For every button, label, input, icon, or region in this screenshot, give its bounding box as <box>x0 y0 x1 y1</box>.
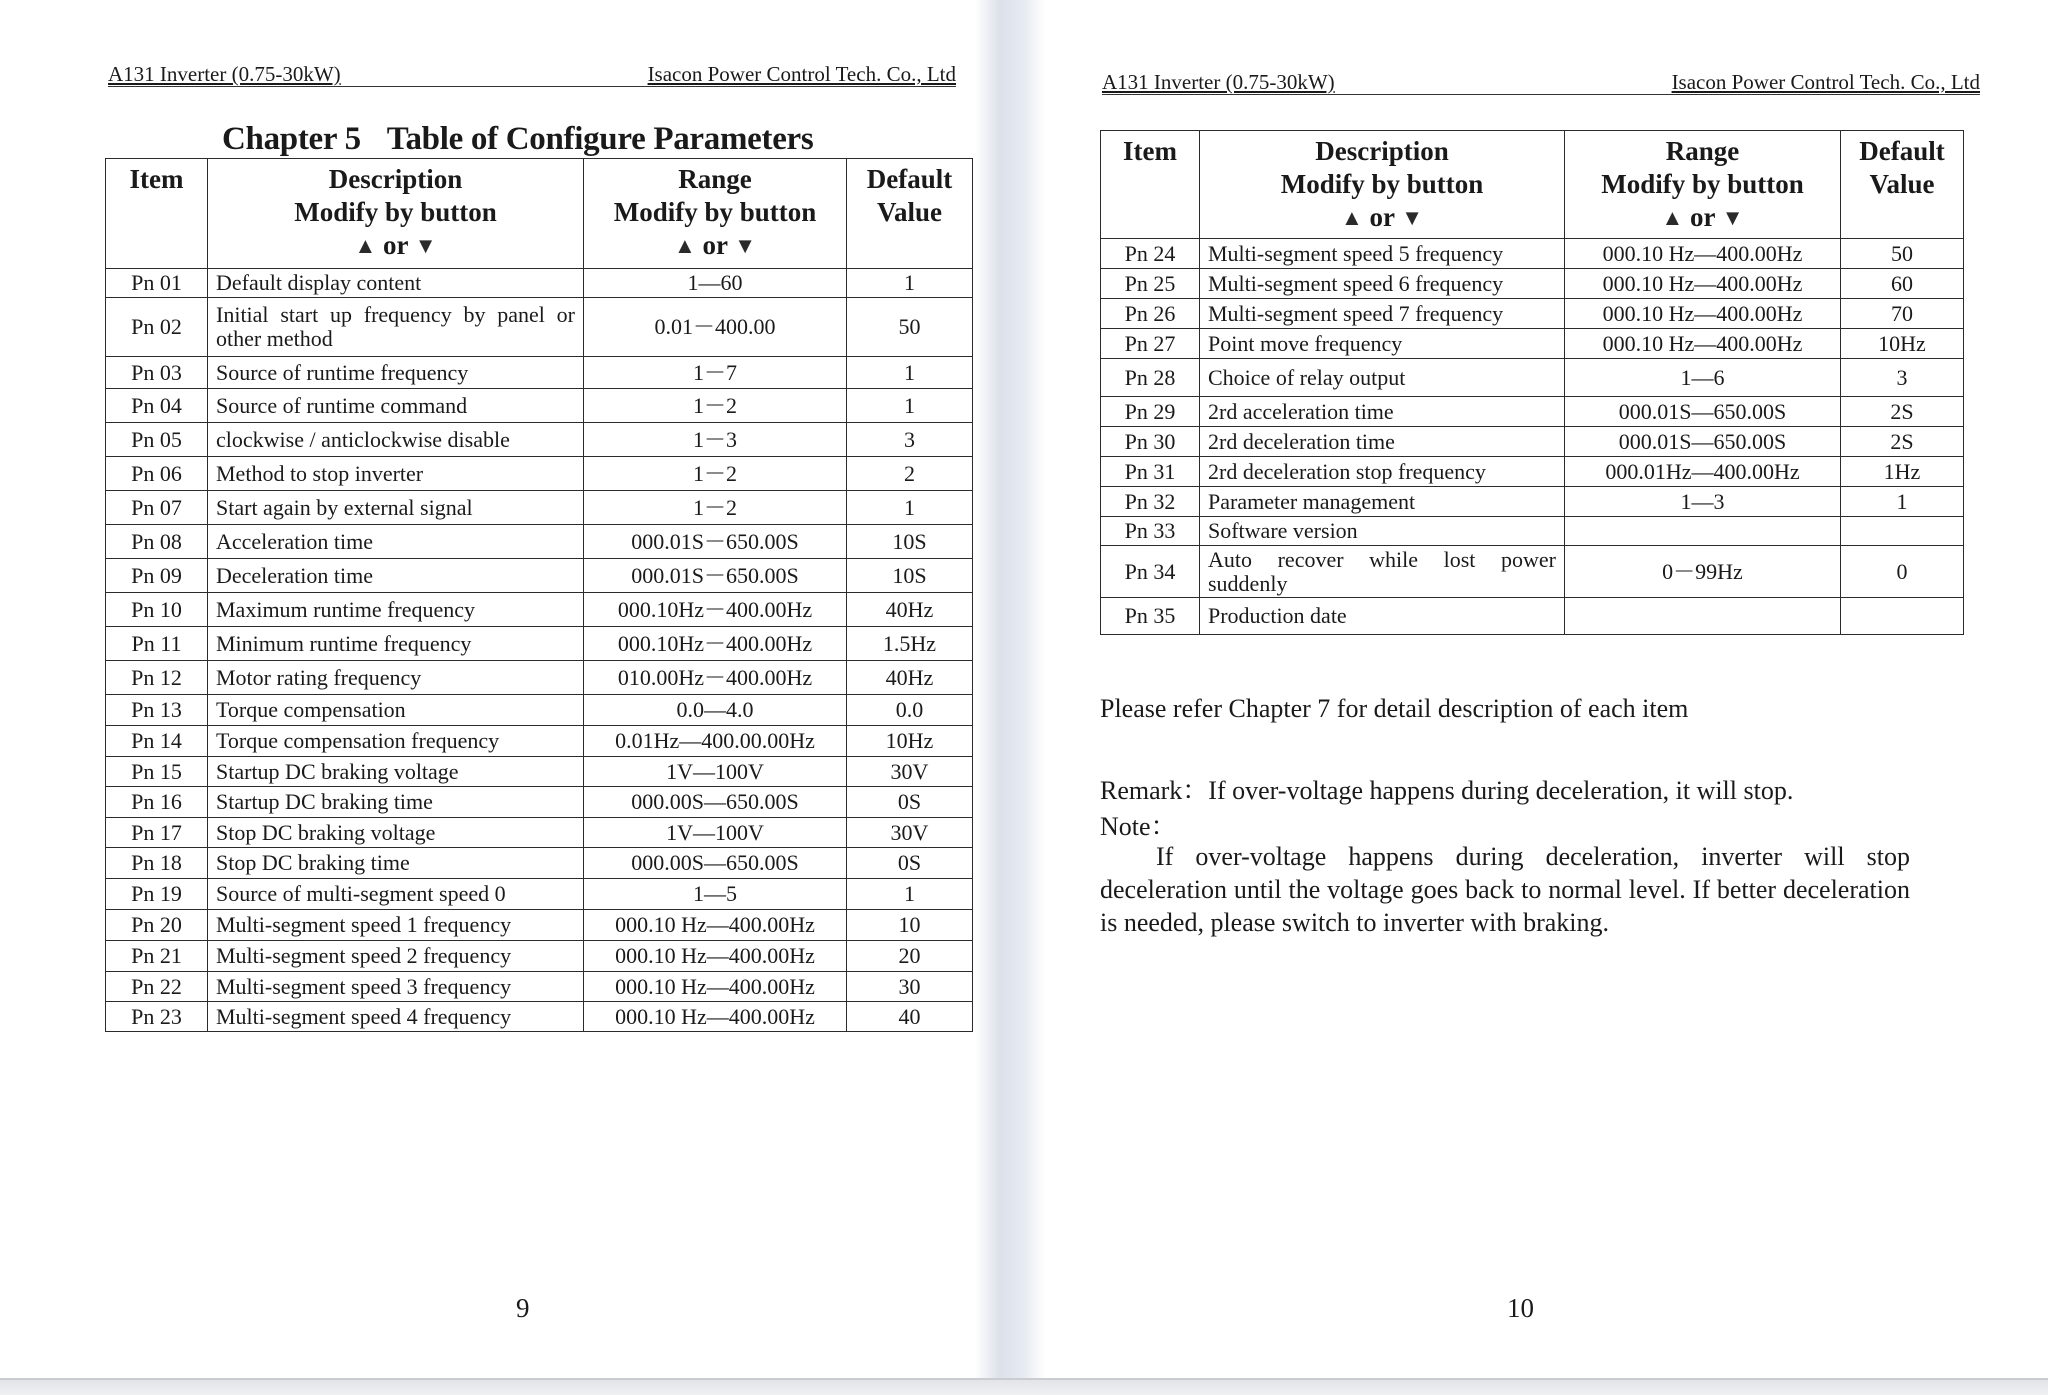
table-row <box>106 269 973 298</box>
table-row <box>1101 269 1964 299</box>
param-range: 0.01－400.00 <box>584 298 847 357</box>
param-description: Deceleration time <box>208 559 584 593</box>
scan-bottom-edge <box>0 1380 2048 1395</box>
param-default <box>1841 598 1964 635</box>
header-default: Default Value <box>847 159 973 269</box>
param-range: 1－3 <box>584 423 847 457</box>
param-id: Pn 04 <box>106 389 208 423</box>
table-row <box>106 879 973 910</box>
header-product: A131 Inverter (0.75-30kW) <box>1102 70 1335 94</box>
param-id: Pn 01 <box>106 269 208 298</box>
note-body: If over-voltage happens during deceleration, inverter will stop deceleration until the voltage goes back to normal level. If better deceleration is needed, please switch to inverter with braking. <box>1100 842 1910 937</box>
param-range: 000.10 Hz—400.00Hz <box>584 1002 847 1032</box>
param-description: Stop DC braking voltage <box>208 818 584 848</box>
table-row <box>106 726 973 757</box>
down-triangle-icon: ▼ <box>414 233 437 258</box>
table-row <box>106 757 973 787</box>
note-label: Note： <box>1100 812 1177 841</box>
down-triangle-icon: ▼ <box>1721 205 1744 230</box>
table-row <box>1101 397 1964 427</box>
table-row <box>106 627 973 661</box>
param-description: Production date <box>1200 598 1565 635</box>
param-range: 0－99Hz <box>1565 546 1841 598</box>
param-description: Initial start up frequency by panel or other method <box>208 298 584 357</box>
param-id: Pn 14 <box>106 726 208 757</box>
table-row <box>106 491 973 525</box>
param-range: 1—6 <box>1565 359 1841 397</box>
table-row <box>1101 299 1964 329</box>
param-description: Point move frequency <box>1200 329 1565 359</box>
table-row <box>106 972 973 1002</box>
param-range: 000.10 Hz—400.00Hz <box>1565 239 1841 269</box>
param-default: 1 <box>847 357 973 389</box>
param-id: Pn 20 <box>106 910 208 941</box>
up-triangle-icon: ▲ <box>1340 205 1363 230</box>
param-range: 1—5 <box>584 879 847 910</box>
param-id: Pn 32 <box>1101 487 1200 517</box>
param-id: Pn 03 <box>106 357 208 389</box>
down-triangle-icon: ▼ <box>734 233 757 258</box>
param-range: 000.10 Hz—400.00Hz <box>1565 329 1841 359</box>
param-description: Startup DC braking voltage <box>208 757 584 787</box>
param-description: Motor rating frequency <box>208 661 584 695</box>
param-default: 2S <box>1841 397 1964 427</box>
param-default: 40Hz <box>847 661 973 695</box>
param-default: 1.5Hz <box>847 627 973 661</box>
param-range: 000.10Hz－400.00Hz <box>584 627 847 661</box>
param-id: Pn 19 <box>106 879 208 910</box>
param-id: Pn 28 <box>1101 359 1200 397</box>
header-item: Item <box>106 159 208 269</box>
param-id: Pn 13 <box>106 695 208 726</box>
param-range: 1－2 <box>584 389 847 423</box>
param-id: Pn 15 <box>106 757 208 787</box>
table-row <box>106 1002 973 1032</box>
param-description: Multi-segment speed 5 frequency <box>1200 239 1565 269</box>
param-id: Pn 29 <box>1101 397 1200 427</box>
param-id: Pn 10 <box>106 593 208 627</box>
table-row <box>106 457 973 491</box>
table-row <box>1101 517 1964 546</box>
param-default: 10S <box>847 525 973 559</box>
header-item: Item <box>1101 131 1200 239</box>
param-id: Pn 17 <box>106 818 208 848</box>
up-triangle-icon: ▲ <box>673 233 696 258</box>
reference-note: Please refer Chapter 7 for detail description of each item <box>1100 694 1689 723</box>
param-default: 1 <box>847 389 973 423</box>
param-description: Multi-segment speed 6 frequency <box>1200 269 1565 299</box>
table-row <box>106 910 973 941</box>
param-range: 010.00Hz－400.00Hz <box>584 661 847 695</box>
param-description: Multi-segment speed 4 frequency <box>208 1002 584 1032</box>
table-row <box>106 787 973 818</box>
header-company: Isacon Power Control Tech. Co., Ltd <box>647 62 956 86</box>
chapter-title <box>222 121 813 158</box>
table-row <box>1101 546 1964 598</box>
param-default: 50 <box>1841 239 1964 269</box>
down-triangle-icon: ▼ <box>1401 205 1424 230</box>
param-id: Pn 30 <box>1101 427 1200 457</box>
page-10 <box>1035 0 2048 1378</box>
param-range: 000.01S—650.00S <box>1565 427 1841 457</box>
table-header-row <box>106 159 973 269</box>
table-row <box>106 525 973 559</box>
header-description: Description Modify by button ▲ or ▼ <box>208 159 584 269</box>
param-description: Auto recover while lost power suddenly <box>1200 546 1565 598</box>
param-default: 70 <box>1841 299 1964 329</box>
param-description: clockwise / anticlockwise disable <box>208 423 584 457</box>
param-description: Choice of relay output <box>1200 359 1565 397</box>
up-triangle-icon: ▲ <box>354 233 377 258</box>
param-default: 30V <box>847 757 973 787</box>
param-description: Source of multi-segment speed 0 <box>208 879 584 910</box>
param-default: 0.0 <box>847 695 973 726</box>
param-range: 000.10 Hz—400.00Hz <box>1565 299 1841 329</box>
param-description: Multi-segment speed 1 frequency <box>208 910 584 941</box>
param-default: 2S <box>1841 427 1964 457</box>
param-id: Pn 07 <box>106 491 208 525</box>
param-id: Pn 12 <box>106 661 208 695</box>
table-row <box>1101 598 1964 635</box>
param-description: 2rd deceleration time <box>1200 427 1565 457</box>
param-id: Pn 06 <box>106 457 208 491</box>
param-range: 000.10 Hz—400.00Hz <box>584 972 847 1002</box>
running-header <box>108 62 956 87</box>
param-range: 1V—100V <box>584 757 847 787</box>
param-description: Maximum runtime frequency <box>208 593 584 627</box>
header-product: A131 Inverter (0.75-30kW) <box>108 62 341 86</box>
param-range: 1—3 <box>1565 487 1841 517</box>
param-id: Pn 25 <box>1101 269 1200 299</box>
param-range <box>1565 517 1841 546</box>
param-default: 10Hz <box>847 726 973 757</box>
param-description: 2rd deceleration stop frequency <box>1200 457 1565 487</box>
param-description: Startup DC braking time <box>208 787 584 818</box>
param-id: Pn 05 <box>106 423 208 457</box>
param-range: 1－2 <box>584 491 847 525</box>
param-default: 40 <box>847 1002 973 1032</box>
param-range: 1—60 <box>584 269 847 298</box>
remark-text: Remark：If over-voltage happens during deceleration, it will stop. <box>1100 776 1794 805</box>
param-default: 0S <box>847 848 973 879</box>
param-id: Pn 21 <box>106 941 208 972</box>
table-row <box>1101 487 1964 517</box>
param-description: Acceleration time <box>208 525 584 559</box>
param-default: 1 <box>847 491 973 525</box>
table-row <box>1101 239 1964 269</box>
param-range: 000.01Hz—400.00Hz <box>1565 457 1841 487</box>
table-row <box>106 848 973 879</box>
param-description: Start again by external signal <box>208 491 584 525</box>
param-default: 10S <box>847 559 973 593</box>
table-header-row <box>1101 131 1964 239</box>
param-description: Stop DC braking time <box>208 848 584 879</box>
param-range: 000.00S—650.00S <box>584 848 847 879</box>
param-default: 50 <box>847 298 973 357</box>
param-default: 3 <box>847 423 973 457</box>
param-id: Pn 35 <box>1101 598 1200 635</box>
param-range: 1－2 <box>584 457 847 491</box>
param-description: Multi-segment speed 7 frequency <box>1200 299 1565 329</box>
up-triangle-icon: ▲ <box>1661 205 1684 230</box>
table-row <box>106 389 973 423</box>
param-id: Pn 16 <box>106 787 208 818</box>
param-default: 1Hz <box>1841 457 1964 487</box>
param-range <box>1565 598 1841 635</box>
param-id: Pn 09 <box>106 559 208 593</box>
page-number: 9 <box>516 1293 530 1323</box>
param-default: 0S <box>847 787 973 818</box>
table-row <box>1101 457 1964 487</box>
table-row <box>106 423 973 457</box>
chapter-number: Chapter 5 <box>222 121 361 157</box>
param-range: 000.01S－650.00S <box>584 525 847 559</box>
param-description: Default display content <box>208 269 584 298</box>
param-default: 30 <box>847 972 973 1002</box>
param-default: 0 <box>1841 546 1964 598</box>
param-description: Torque compensation <box>208 695 584 726</box>
param-description: Parameter management <box>1200 487 1565 517</box>
param-default: 30V <box>847 818 973 848</box>
table-row <box>106 661 973 695</box>
running-header <box>1102 70 1980 95</box>
param-range: 000.01S－650.00S <box>584 559 847 593</box>
param-range: 0.01Hz—400.00.00Hz <box>584 726 847 757</box>
table-row <box>106 298 973 357</box>
param-description: Multi-segment speed 2 frequency <box>208 941 584 972</box>
param-id: Pn 27 <box>1101 329 1200 359</box>
param-description: Multi-segment speed 3 frequency <box>208 972 584 1002</box>
chapter-name: Table of Configure Parameters <box>386 121 814 157</box>
table-row <box>106 941 973 972</box>
param-description: Software version <box>1200 517 1565 546</box>
param-default: 10Hz <box>1841 329 1964 359</box>
param-range: 1－7 <box>584 357 847 389</box>
param-default: 1 <box>847 879 973 910</box>
param-id: Pn 22 <box>106 972 208 1002</box>
param-range: 000.10 Hz—400.00Hz <box>584 941 847 972</box>
param-description: Torque compensation frequency <box>208 726 584 757</box>
header-description: Description Modify by button ▲ or ▼ <box>1200 131 1565 239</box>
page-9 <box>0 0 1010 1378</box>
param-description: Minimum runtime frequency <box>208 627 584 661</box>
param-default: 1 <box>1841 487 1964 517</box>
param-range: 1V—100V <box>584 818 847 848</box>
param-range: 000.00S—650.00S <box>584 787 847 818</box>
table-row <box>1101 427 1964 457</box>
header-default: Default Value <box>1841 131 1964 239</box>
param-description: Source of runtime command <box>208 389 584 423</box>
param-default: 10 <box>847 910 973 941</box>
param-id: Pn 23 <box>106 1002 208 1032</box>
param-id: Pn 33 <box>1101 517 1200 546</box>
param-id: Pn 34 <box>1101 546 1200 598</box>
param-id: Pn 31 <box>1101 457 1200 487</box>
param-id: Pn 11 <box>106 627 208 661</box>
table-row <box>106 818 973 848</box>
param-default: 20 <box>847 941 973 972</box>
table-row <box>1101 329 1964 359</box>
param-range: 0.0—4.0 <box>584 695 847 726</box>
param-id: Pn 24 <box>1101 239 1200 269</box>
param-default <box>1841 517 1964 546</box>
table-row <box>1101 359 1964 397</box>
page-number: 10 <box>1507 1293 1534 1323</box>
header-company: Isacon Power Control Tech. Co., Ltd <box>1671 70 1980 94</box>
param-description: Source of runtime frequency <box>208 357 584 389</box>
parameter-table-left <box>105 158 973 1032</box>
table-row <box>106 593 973 627</box>
param-id: Pn 08 <box>106 525 208 559</box>
header-range: Range Modify by button ▲ or ▼ <box>1565 131 1841 239</box>
table-row <box>106 695 973 726</box>
parameter-table-right <box>1100 130 1964 635</box>
param-default: 60 <box>1841 269 1964 299</box>
param-range: 000.10Hz－400.00Hz <box>584 593 847 627</box>
param-default: 40Hz <box>847 593 973 627</box>
param-description: Method to stop inverter <box>208 457 584 491</box>
param-range: 000.10 Hz—400.00Hz <box>1565 269 1841 299</box>
table-row <box>106 559 973 593</box>
param-default: 3 <box>1841 359 1964 397</box>
param-range: 000.01S—650.00S <box>1565 397 1841 427</box>
table-row <box>106 357 973 389</box>
param-description: 2rd acceleration time <box>1200 397 1565 427</box>
param-default: 1 <box>847 269 973 298</box>
param-range: 000.10 Hz—400.00Hz <box>584 910 847 941</box>
param-id: Pn 26 <box>1101 299 1200 329</box>
param-id: Pn 18 <box>106 848 208 879</box>
param-id: Pn 02 <box>106 298 208 357</box>
header-range: Range Modify by button ▲ or ▼ <box>584 159 847 269</box>
param-default: 2 <box>847 457 973 491</box>
